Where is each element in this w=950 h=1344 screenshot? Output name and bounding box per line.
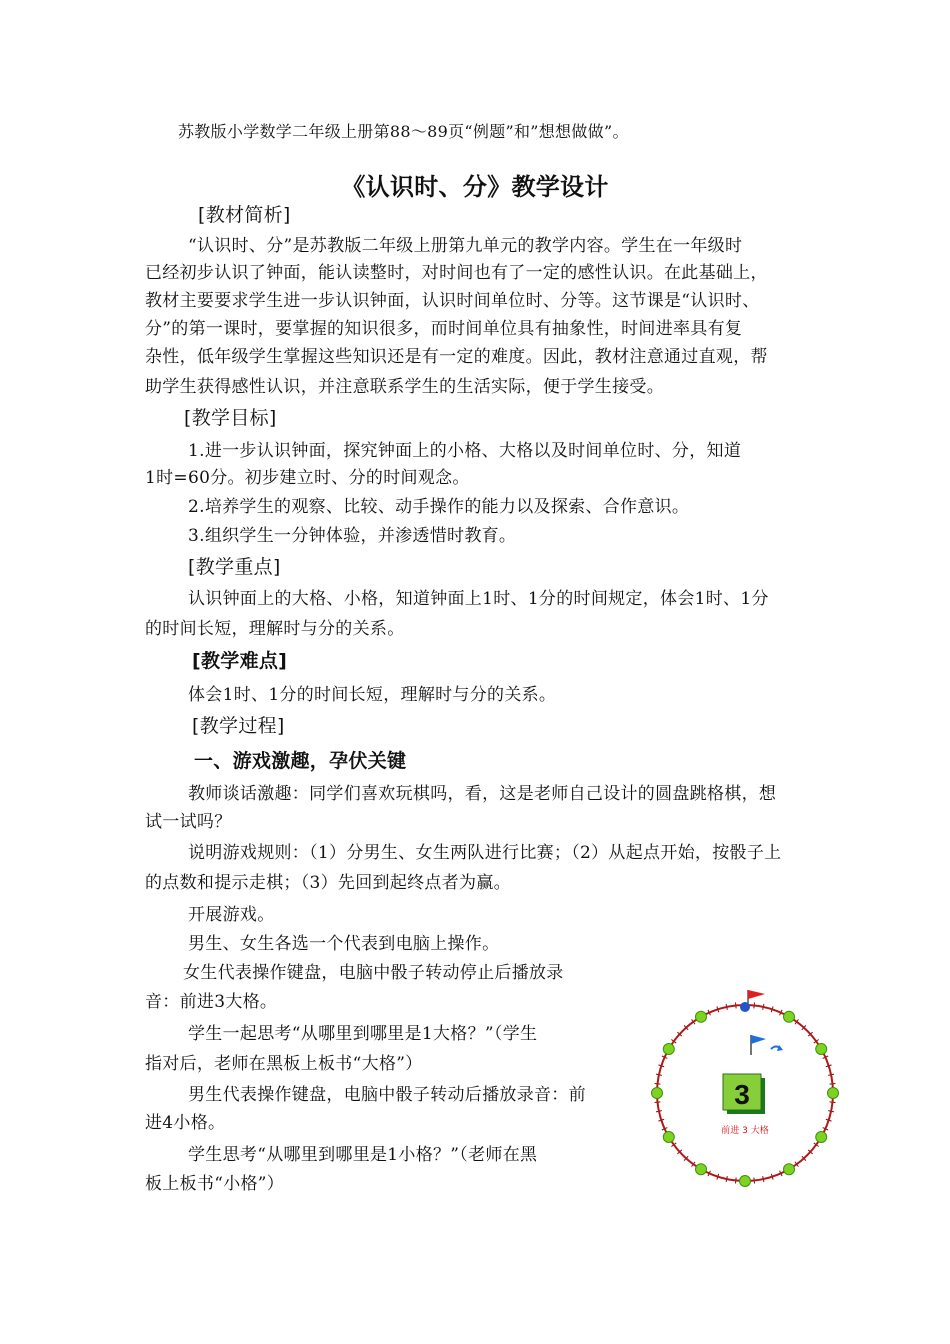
paragraph-line: 分”的第一课时，要掌握的知识很多，而时间单位具有抽象性，时间进率具有复 xyxy=(145,319,743,339)
paragraph-line: 进4小格。 xyxy=(145,1113,226,1133)
paragraph-line: 指对后，老师在黑板上板书“大格”） xyxy=(145,1054,423,1074)
board-node xyxy=(663,1044,674,1055)
board-node xyxy=(816,1044,827,1055)
paragraph-line: 1.进一步认识钟面，探究钟面上的小格、大格以及时间单位时、分，知道 xyxy=(188,441,742,461)
paragraph-line: 已经初步认识了钟面，能认读整时，对时间也有了一定的感性认识。在此基础上， xyxy=(145,263,768,283)
board-node xyxy=(828,1088,839,1099)
paragraph-line: 杂性，低年级学生掌握这些知识还是有一定的难度。因此，教材注意通过直观，帮 xyxy=(145,347,768,367)
source-note: 苏教版小学数学二年级上册第88～89页“例题”和”想想做做”。 xyxy=(178,122,629,141)
game-board-figure xyxy=(645,983,850,1198)
paragraph-line: 男生、女生各选一个代表到电脑上操作。 xyxy=(188,934,500,954)
board-node xyxy=(696,1164,707,1175)
heading-process: [教学过程] xyxy=(192,715,285,737)
subheading-game: 一、游戏激趣，孕伏关键 xyxy=(194,750,407,772)
board-node xyxy=(663,1132,674,1143)
paragraph-line: 试一试吗？ xyxy=(145,812,232,832)
paragraph-line: 女生代表操作键盘，电脑中骰子转动停止后播放录 xyxy=(183,963,564,983)
board-node xyxy=(784,1164,795,1175)
paragraph-line: 音：前进3大格。 xyxy=(145,992,278,1012)
paragraph-line: 的时间长短，理解时与分的关系。 xyxy=(145,619,405,639)
paragraph-line: 教材主要要求学生进一步认识钟面，认识时间单位时、分等。这节课是“认识时、 xyxy=(145,291,760,311)
board-node xyxy=(696,1011,707,1022)
paragraph-line: 教师谈话激趣：同学们喜欢玩棋吗，看，这是老师自己设计的圆盘跳格棋，想 xyxy=(188,784,777,804)
heading-goals: [教学目标] xyxy=(184,407,277,429)
board-node xyxy=(652,1088,663,1099)
board-node xyxy=(740,1176,751,1187)
paragraph-line: 3.组织学生一分钟体验，并渗透惜时教育。 xyxy=(188,526,517,546)
paragraph-line: 板上板书“小格”） xyxy=(145,1174,285,1194)
heading-key-points: [教学重点] xyxy=(188,556,281,578)
heading-difficulty: [教学难点] xyxy=(192,650,288,672)
board-node xyxy=(784,1011,795,1022)
blue-flag-icon xyxy=(751,1035,783,1055)
paragraph-line: 学生思考“从哪里到哪里是1小格？”（老师在黑 xyxy=(188,1145,538,1165)
heading-materials: [教材简析] xyxy=(198,204,291,226)
paragraph-line: 认识钟面上的大格、小格，知道钟面上1时、1分的时间规定，体会1时、1分 xyxy=(188,589,769,609)
start-marker xyxy=(740,1002,750,1012)
move-caption: 前进 3 大格 xyxy=(721,1126,769,1136)
paragraph-line: 体会1时、1分的时间长短，理解时与分的关系。 xyxy=(188,685,557,705)
paragraph-line: 的点数和提示走棋；（3）先回到起终点者为赢。 xyxy=(145,873,511,893)
paragraph-line: “认识时、分”是苏教版二年级上册第九单元的教学内容。学生在一年级时 xyxy=(188,236,743,256)
paragraph-line: 2.培养学生的观察、比较、动手操作的能力以及探索、合作意识。 xyxy=(188,497,690,517)
paragraph-line: 助学生获得感性认识，并注意联系学生的生活实际，便于学生接受。 xyxy=(145,377,664,397)
dice-icon xyxy=(723,1074,765,1114)
paragraph-line: 开展游戏。 xyxy=(188,905,275,925)
board-node xyxy=(816,1132,827,1143)
dice-number: 3 xyxy=(734,1079,750,1110)
paragraph-line: 说明游戏规则：（1）分男生、女生两队进行比赛；（2）从起点开始，按骰子上 xyxy=(188,843,782,863)
paragraph-line: 男生代表操作键盘，电脑中骰子转动后播放录音：前 xyxy=(188,1085,586,1105)
paragraph-line: 1时=60分。初步建立时、分的时间观念。 xyxy=(145,468,470,488)
page-title: 《认识时、分》教学设计 xyxy=(341,173,609,201)
paragraph-line: 学生一起思考“从哪里到哪里是1大格？”（学生 xyxy=(188,1024,538,1044)
